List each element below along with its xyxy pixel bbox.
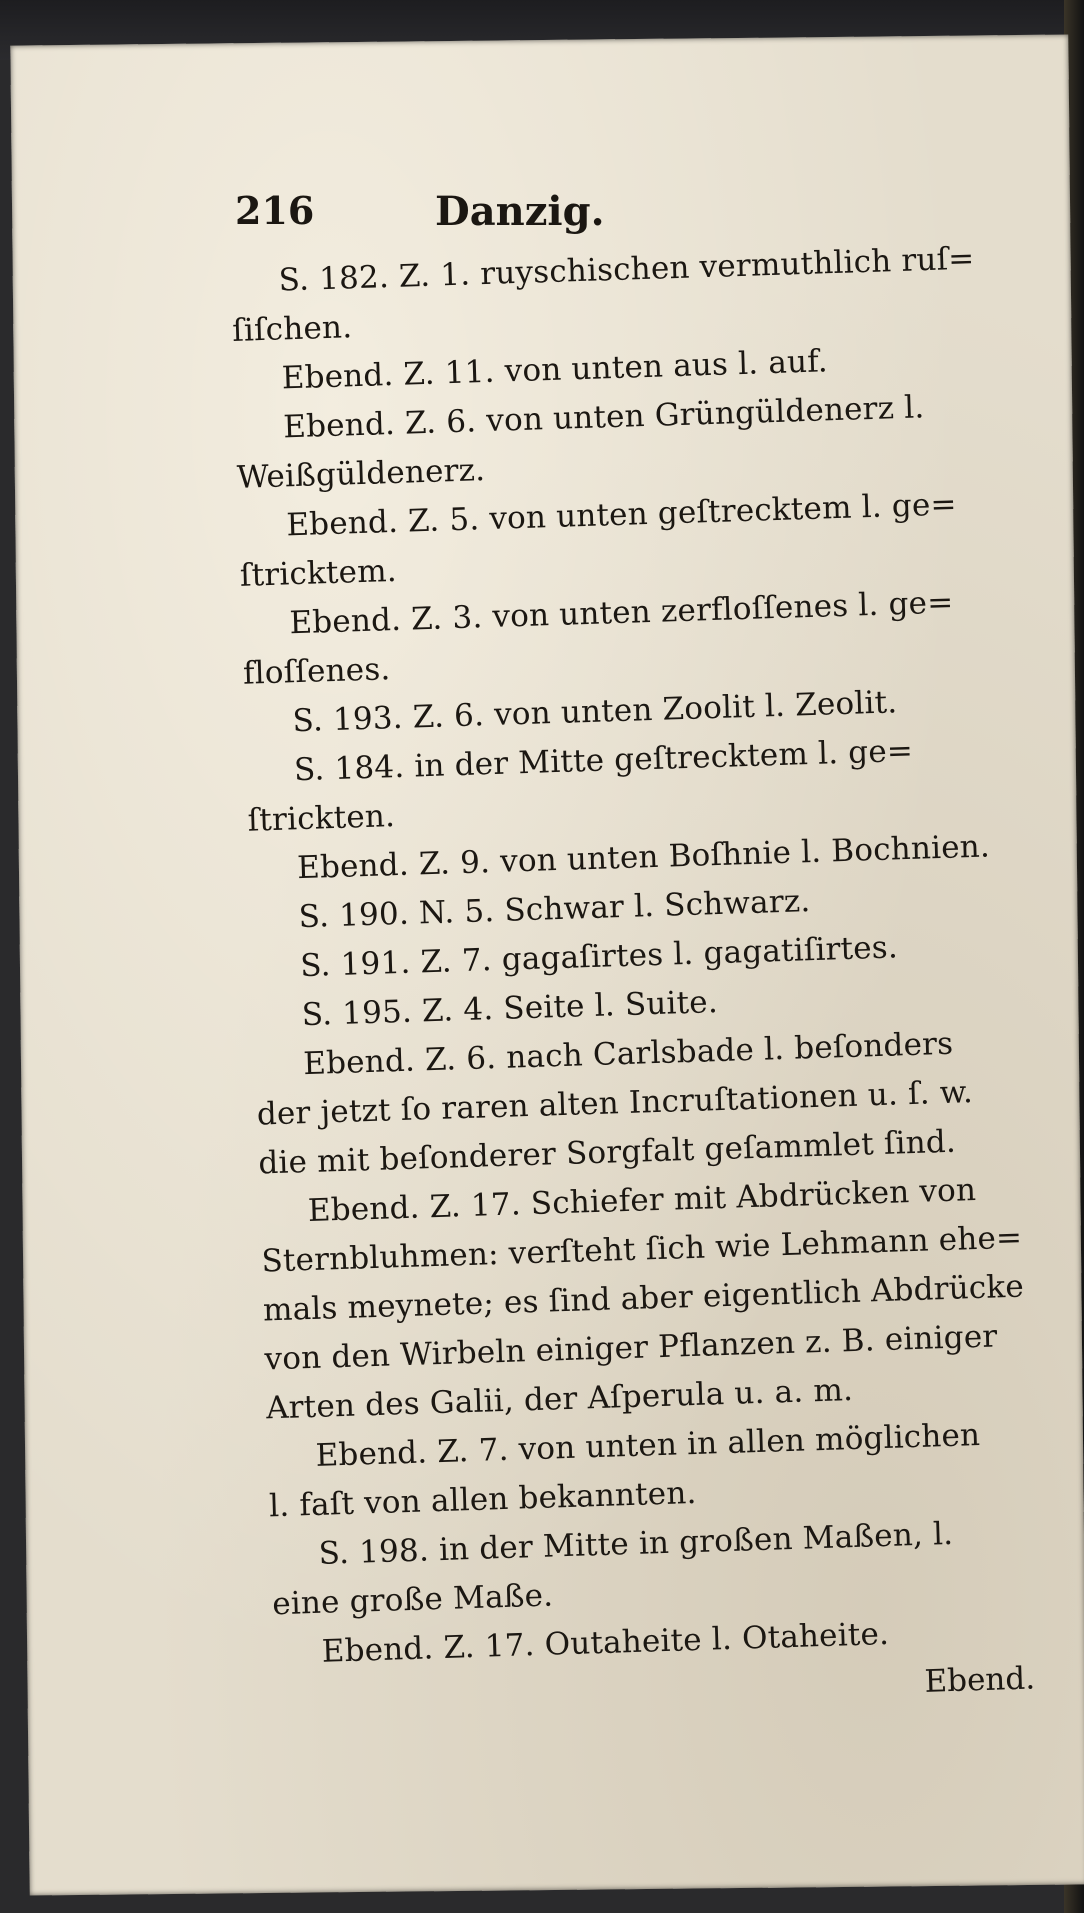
text-line: l. faſt von allen bekannten. xyxy=(268,1474,698,1525)
text-line: ſtricktem. xyxy=(239,552,398,594)
text-line: Ebend. Z. 6. nach Carlsbade l. beſonders xyxy=(302,1025,954,1083)
text-line: Ebend. Z. 3. von unten zerfloſſenes l. ge= xyxy=(288,584,954,642)
text-line: der jetzt ſo raren alten Incruſtationen u. ſ. w. xyxy=(256,1074,974,1133)
text-line: ſiſchen. xyxy=(231,309,353,349)
text-line: Ebend. Z. 5. von unten geſtrecktem l. ge= xyxy=(285,486,958,544)
text-line: floſſenes. xyxy=(242,651,391,692)
text-line: Ebend. Z. 11. von unten aus l. auf. xyxy=(281,343,829,397)
text-line: S. 195. Z. 4. Seite l. Suite. xyxy=(301,984,719,1034)
running-title: Danzig. xyxy=(435,188,605,235)
text-line: S. 191. Z. 7. gagaſirtes l. gagatiſirtes. xyxy=(299,929,899,985)
text-line: mals meynete; es ſind aber eigentlich Abdrücke xyxy=(262,1268,1025,1329)
catchword: Ebend. xyxy=(924,1660,1036,1700)
text-line: S. 193. Z. 6. von unten Zoolit l. Zeolit. xyxy=(292,684,898,740)
text-line: Arten des Galii, der Aſperula u. a. m. xyxy=(265,1371,854,1427)
text-line: ſtrickten. xyxy=(247,798,396,839)
text-line: S. 190. N. 5. Schwar l. Schwarz. xyxy=(298,883,811,936)
page-header xyxy=(235,188,635,248)
page-number: 216 xyxy=(235,188,315,233)
text-line: Ebend. Z. 7. von unten in allen möglichen xyxy=(315,1417,981,1474)
errata-text xyxy=(230,233,1056,1727)
text-line: Weißgüldenerz. xyxy=(236,452,486,496)
text-line: S. 198. in der Mitte in großen Maßen, l. xyxy=(318,1515,954,1572)
text-line: S. 182. Z. 1. ruyschischen vermuthlich ruſ= xyxy=(278,240,975,299)
text-line: Sternbluhmen: verſteht ſich wie Lehmann ehe= xyxy=(260,1219,1023,1280)
text-line: von den Wirbeln einiger Pflanzen z. B. einiger xyxy=(264,1318,998,1378)
text-line: die mit beſonderer Sorgfalt geſammlet ſind. xyxy=(257,1123,957,1182)
text-line: Ebend. Z. 17. Outaheite l. Otaheite. xyxy=(321,1615,890,1670)
text-line: Ebend. Z. 17. Schiefer mit Abdrücken von xyxy=(307,1172,977,1230)
text-line: S. 184. in der Mitte geſtrecktem l. ge= xyxy=(293,732,914,789)
text-line: Ebend. Z. 9. von unten Boſhnie l. Bochnien. xyxy=(296,828,991,887)
text-line: eine große Maße. xyxy=(271,1577,554,1623)
text-line: Ebend. Z. 6. von unten Grüngüldenerz l. xyxy=(282,389,925,446)
